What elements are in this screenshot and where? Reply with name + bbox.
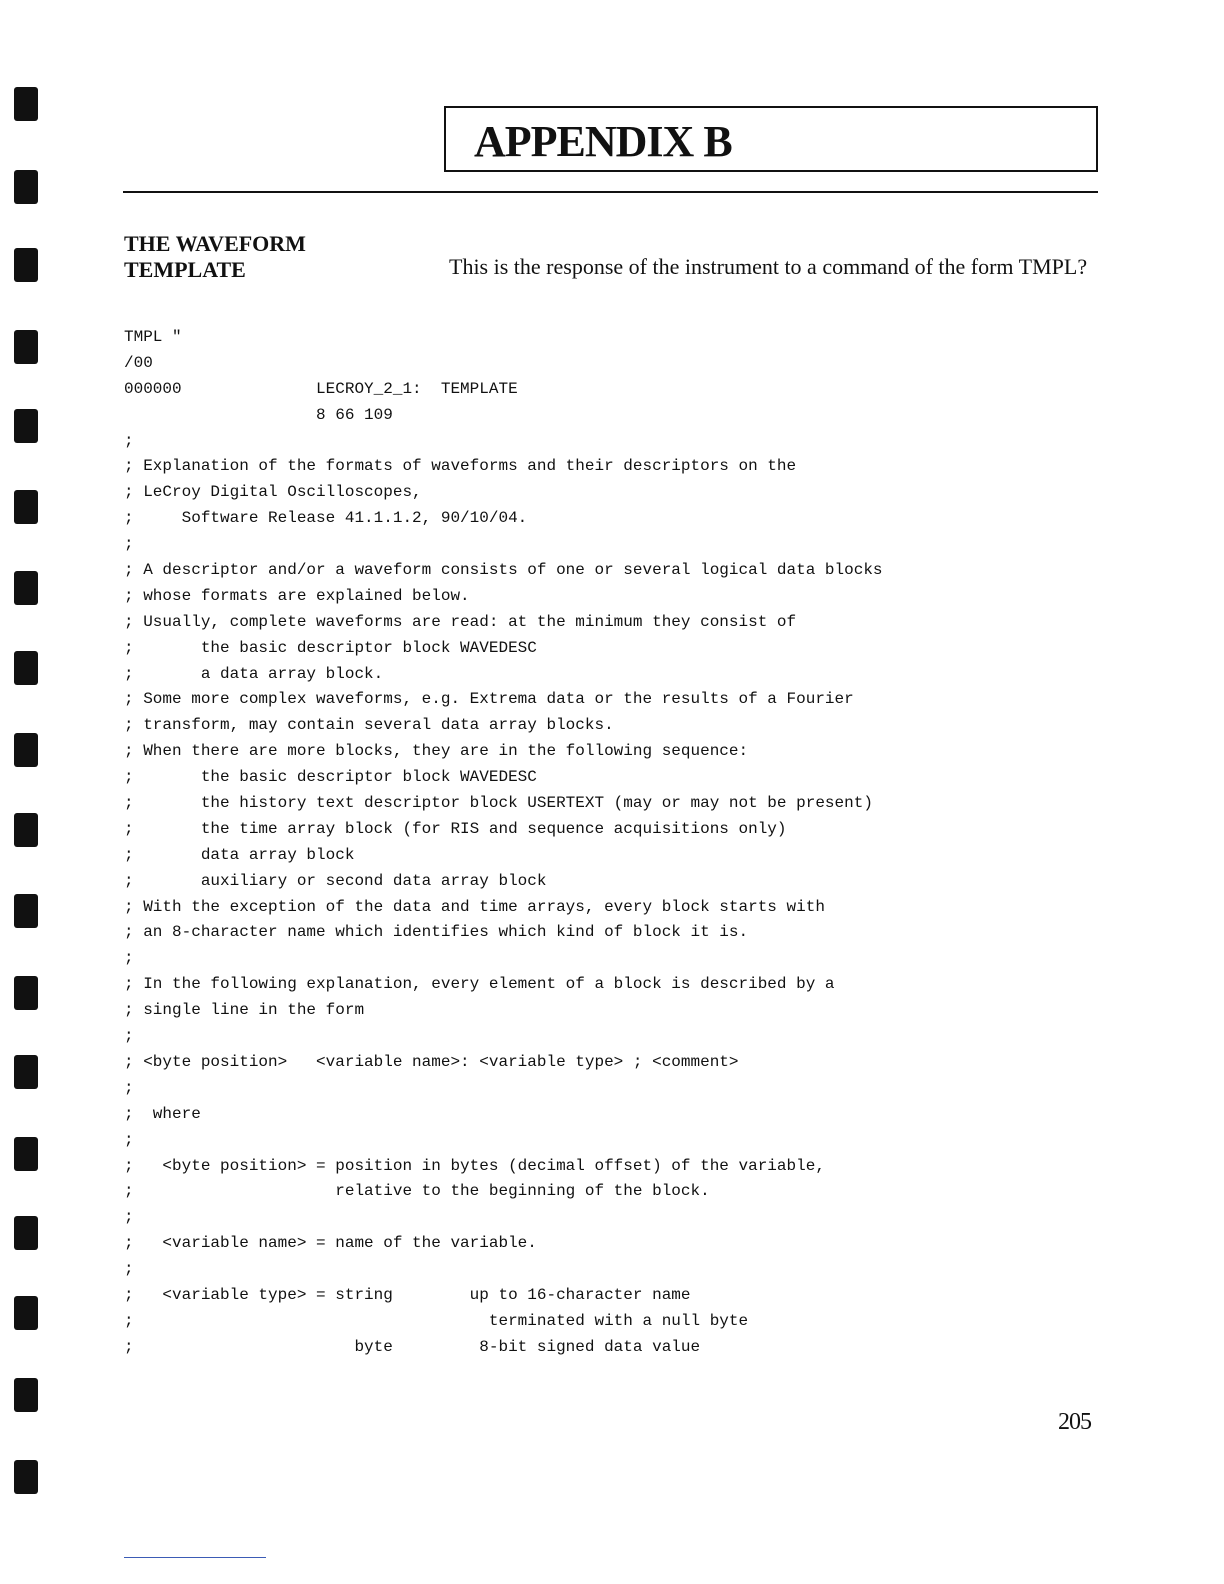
- code-line: ;: [124, 431, 134, 450]
- code-line: ; the time array block (for RIS and sequence acquisitions only): [124, 819, 787, 838]
- code-line: ; Usually, complete waveforms are read: at the minimum they consist of: [124, 612, 797, 631]
- code-line: ; terminated with a null byte: [124, 1311, 749, 1330]
- code-line: ; In the following explanation, every element of a block is described by a: [124, 975, 835, 994]
- code-line: TMPL ": [124, 328, 182, 346]
- binder-tab-mark: [14, 813, 38, 847]
- code-line: ;: [124, 1027, 134, 1046]
- code-line: ; When there are more blocks, they are in the following sequence:: [124, 742, 749, 761]
- code-line: ; the history text descriptor block USERTEXT (may or may not be present): [124, 794, 873, 813]
- code-line: ; <byte position> = position in bytes (decimal offset) of the variable,: [124, 1156, 825, 1175]
- code-line: ; an 8-character name which identifies which kind of block it is.: [124, 923, 749, 942]
- section-title: THE WAVEFORM TEMPLATE: [124, 231, 306, 282]
- code-line: ;: [124, 1260, 134, 1279]
- code-line: ; data array block: [124, 845, 355, 864]
- binder-tab-mark: [14, 976, 38, 1010]
- code-line: ; relative to the beginning of the block.: [124, 1182, 710, 1201]
- code-line: ; auxiliary or second data array block: [124, 871, 547, 890]
- code-line: ; A descriptor and/or a waveform consists of one or several logical data blocks: [124, 561, 883, 580]
- code-line: 000000 LECROY_2_1: TEMPLATE: [124, 379, 518, 398]
- code-line: ; With the exception of the data and time arrays, every block starts with: [124, 897, 825, 916]
- binder-tab-mark: [14, 409, 38, 443]
- template-listing: [124, 325, 1084, 1361]
- page-number: 205: [1058, 1409, 1091, 1435]
- binder-tab-mark: [14, 87, 38, 121]
- binder-tab-mark: [14, 170, 38, 204]
- code-line: ; a data array block.: [124, 664, 384, 683]
- code-line: ; the basic descriptor block WAVEDESC: [124, 768, 537, 787]
- appendix-title: APPENDIX B: [474, 117, 732, 166]
- code-line: ;: [124, 535, 134, 554]
- binder-tab-mark: [14, 490, 38, 524]
- code-line: ;: [124, 1078, 134, 1097]
- code-line: ; <byte position> <variable name>: <variable type> ; <comment>: [124, 1052, 739, 1071]
- code-line: ; Some more complex waveforms, e.g. Extrema data or the results of a Fourier: [124, 690, 854, 709]
- binder-tab-mark: [14, 571, 38, 605]
- code-line: ;: [124, 1130, 134, 1149]
- code-line: ; whose formats are explained below.: [124, 586, 470, 605]
- code-line: ; Explanation of the formats of waveforms and their descriptors on the: [124, 457, 797, 476]
- code-line: ; byte 8-bit signed data value: [124, 1337, 701, 1356]
- binder-tab-mark: [14, 1296, 38, 1330]
- binder-tab-mark: [14, 1137, 38, 1171]
- binder-tab-mark: [14, 651, 38, 685]
- appendix-header-box: [444, 106, 1098, 172]
- code-line: ;: [124, 949, 134, 968]
- code-line: ; single line in the form: [124, 1001, 365, 1020]
- intro-paragraph: This is the response of the instrument to a command of the form TMPL?: [449, 254, 1088, 279]
- binder-tab-mark: [14, 330, 38, 364]
- code-line: ; <variable type> = string up to 16-character name: [124, 1285, 691, 1304]
- code-line: /00: [124, 353, 153, 372]
- code-line: ; Software Release 41.1.1.2, 90/10/04.: [124, 509, 528, 528]
- code-line: ; where: [124, 1104, 201, 1123]
- binder-tab-mark: [14, 733, 38, 767]
- code-line: ; the basic descriptor block WAVEDESC: [124, 638, 537, 657]
- binder-tab-mark: [14, 1216, 38, 1250]
- footer-rule: [124, 1557, 266, 1558]
- code-line: ;: [124, 1208, 134, 1227]
- binder-tab-mark: [14, 894, 38, 928]
- binder-tab-mark: [14, 1055, 38, 1089]
- binder-tab-mark: [14, 1378, 38, 1412]
- code-line: ; LeCroy Digital Oscilloscopes,: [124, 483, 422, 502]
- code-line: 8 66 109: [124, 405, 393, 424]
- binder-tab-mark: [14, 1460, 38, 1494]
- header-rule: [123, 191, 1098, 193]
- code-line: ; <variable name> = name of the variable.: [124, 1234, 537, 1253]
- binder-tab-mark: [14, 248, 38, 282]
- code-line: ; transform, may contain several data array blocks.: [124, 716, 614, 735]
